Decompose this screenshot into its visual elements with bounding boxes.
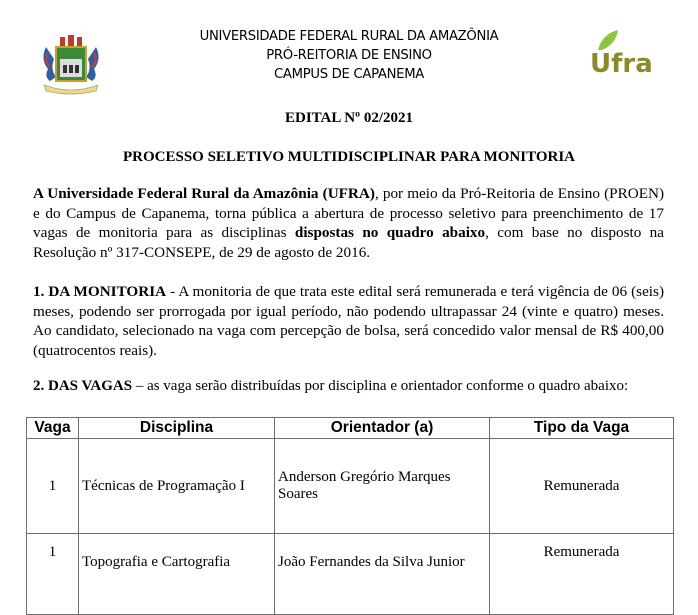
- svg-text:Ufra: Ufra: [590, 49, 653, 78]
- cell-orientador: João Fernandes da Silva Junior: [275, 534, 490, 615]
- section-monitoria: [33, 282, 664, 360]
- pro-rectory-name: PRÓ-REITORIA DE ENSINO: [266, 48, 432, 63]
- cell-orientador: Anderson Gregório Marques Soares: [275, 439, 490, 534]
- intro-bold-lead: A Universidade Federal Rural da Amazônia (UFRA): [33, 185, 375, 202]
- header-tipo: Tipo da Vaga: [490, 418, 674, 439]
- process-title: PROCESSO SELETIVO MULTIDISCIPLINAR PARA MONITORIA: [122, 149, 575, 165]
- cell-tipo: Remunerada: [490, 439, 674, 534]
- institution-header: [150, 27, 548, 84]
- coat-of-arms-logo: [38, 33, 104, 95]
- intro-text-1: , por meio da Pró-Reitoria de Ensino (PROEN) e do Campus de Capanema, torna pública a abertura de processo seletivo para preenchimento de 17 vagas de monitoria para as disciplinas: [33, 185, 665, 241]
- header-orientador: Orientador (a): [275, 418, 490, 439]
- cell-disciplina: Técnicas de Programação I: [79, 439, 275, 534]
- intro-text-2: , com base no disposto na Resolução nº 317-CONSEPE, de 29 de agosto de 2016.: [33, 224, 665, 261]
- section-2-text: – as vaga serão distribuídas por disciplina e orientador conforme o quadro abaixo:: [132, 378, 629, 394]
- university-name: UNIVERSIDADE FEDERAL RURAL DA AMAZÔNIA: [199, 29, 499, 44]
- intro-paragraph: [33, 184, 664, 262]
- header-vaga: Vaga: [27, 418, 79, 439]
- campus-name: CAMPUS DE CAPANEMA: [273, 67, 424, 82]
- header-disciplina: Disciplina: [79, 418, 275, 439]
- edital-title: EDITAL Nº 02/2021: [284, 110, 414, 126]
- table-row: [27, 534, 674, 615]
- section-vagas: [33, 378, 664, 395]
- vagas-table: [26, 417, 674, 615]
- section-2-heading: 2. DAS VAGAS: [33, 378, 133, 394]
- cell-vaga: 1: [27, 439, 79, 534]
- ufra-logo: [588, 28, 662, 78]
- cell-vaga: 1: [27, 534, 79, 615]
- cell-disciplina: Topografia e Cartografia: [79, 534, 275, 615]
- table-row: [27, 439, 674, 534]
- intro-bold-mid: dispostas no quadro abaixo: [294, 224, 486, 241]
- section-1-text: - A monitoria de que trata este edital será remunerada e terá vigência de 06 (seis) meses, podendo ser prorrogada por igual período, não podendo ultrapassar 24 (vinte e quatro) meses. Ao candidato, selecionado na vaga com percepção de bolsa, será concedido valor mensal de R$ 400,00 (quatrocentos reais).: [33, 283, 664, 359]
- section-1-heading: 1. DA MONITORIA: [33, 283, 167, 300]
- table-header-row: [27, 418, 674, 439]
- cell-tipo: Remunerada: [490, 534, 674, 615]
